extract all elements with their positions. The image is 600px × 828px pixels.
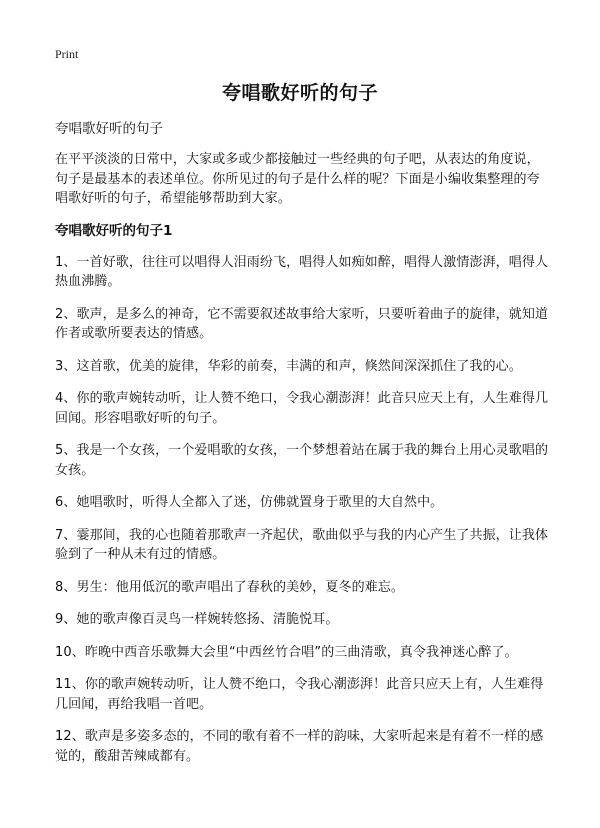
list-item: 7、霎那间，我的心也随着那歌声一齐起伏，歌曲似乎与我的内心产生了共振，让我体验到了一种从未有过的情感。	[55, 527, 549, 562]
list-item: 2、歌声，是多么的神奇，它不需要叙述故事给大家听，只要听着曲子的旋律，就知道作者或歌所要表达的情感。	[55, 306, 549, 341]
list-item: 11、你的歌声婉转动听，让人赞不绝口，令我心潮澎湃！此音只应天上有，人生难得几回闻，再给我唱一首吧。	[55, 677, 544, 712]
page-title: 夸唱歌好听的句子	[221, 82, 378, 104]
list-item: 1、一首好歌，往往可以唱得人泪雨纷飞，唱得人如痴如醉，唱得人激情澎湃，唱得人热血沸腾。	[55, 254, 549, 289]
list-item: 10、昨晚中西音乐歌舞大会里“中西丝竹合唱”的三曲清歌，真令我神迷心醉了。	[55, 644, 518, 660]
article-subtitle: 夸唱歌好听的句子	[55, 121, 163, 137]
list-item: 9、她的歌声像百灵鸟一样婉转悠扬、清脆悦耳。	[55, 612, 339, 627]
intro-paragraph: 在平平淡淡的日常中，大家或多或少都接触过一些经典的句子吧，从表达的角度说，句子是最基本的表述单位。你所见过的句子是什么样的呢？下面是小编收集整理的夸唱歌好听的句子，希望能够帮助到大家。	[55, 152, 540, 206]
list-item: 5、我是一个女孩，一个爱唱歌的女孩，一个梦想着站在属于我的舞台上用心灵歌唱的女孩。	[55, 443, 549, 478]
print-link[interactable]: Print	[55, 47, 79, 61]
list-item: 8、男生：他用低沉的歌声唱出了春秋的美妙，夏冬的难忘。	[55, 579, 404, 595]
list-item: 4、你的歌声婉转动听，让人赞不绝口，令我心潮澎湃！此音只应天上有，人生难得几回闻。形容唱歌好听的句子。	[55, 391, 549, 426]
article-body	[55, 118, 549, 779]
list-item: 6、她唱歌时，听得人全都入了迷，仿佛就置身于歌里的大自然中。	[55, 495, 444, 510]
list-item: 3、这首歌，优美的旋律，华彩的前奏，丰满的和声，倏然间深深抓住了我的心。	[55, 358, 522, 374]
list-item: 12、歌声是多姿多态的，不同的歌有着不一样的韵味，大家听起来是有着不一样的感觉的，酸甜苦辣咸都有。	[55, 729, 544, 764]
section-heading: 夸唱歌好听的句子1	[55, 222, 173, 239]
sentence-list	[55, 253, 549, 767]
